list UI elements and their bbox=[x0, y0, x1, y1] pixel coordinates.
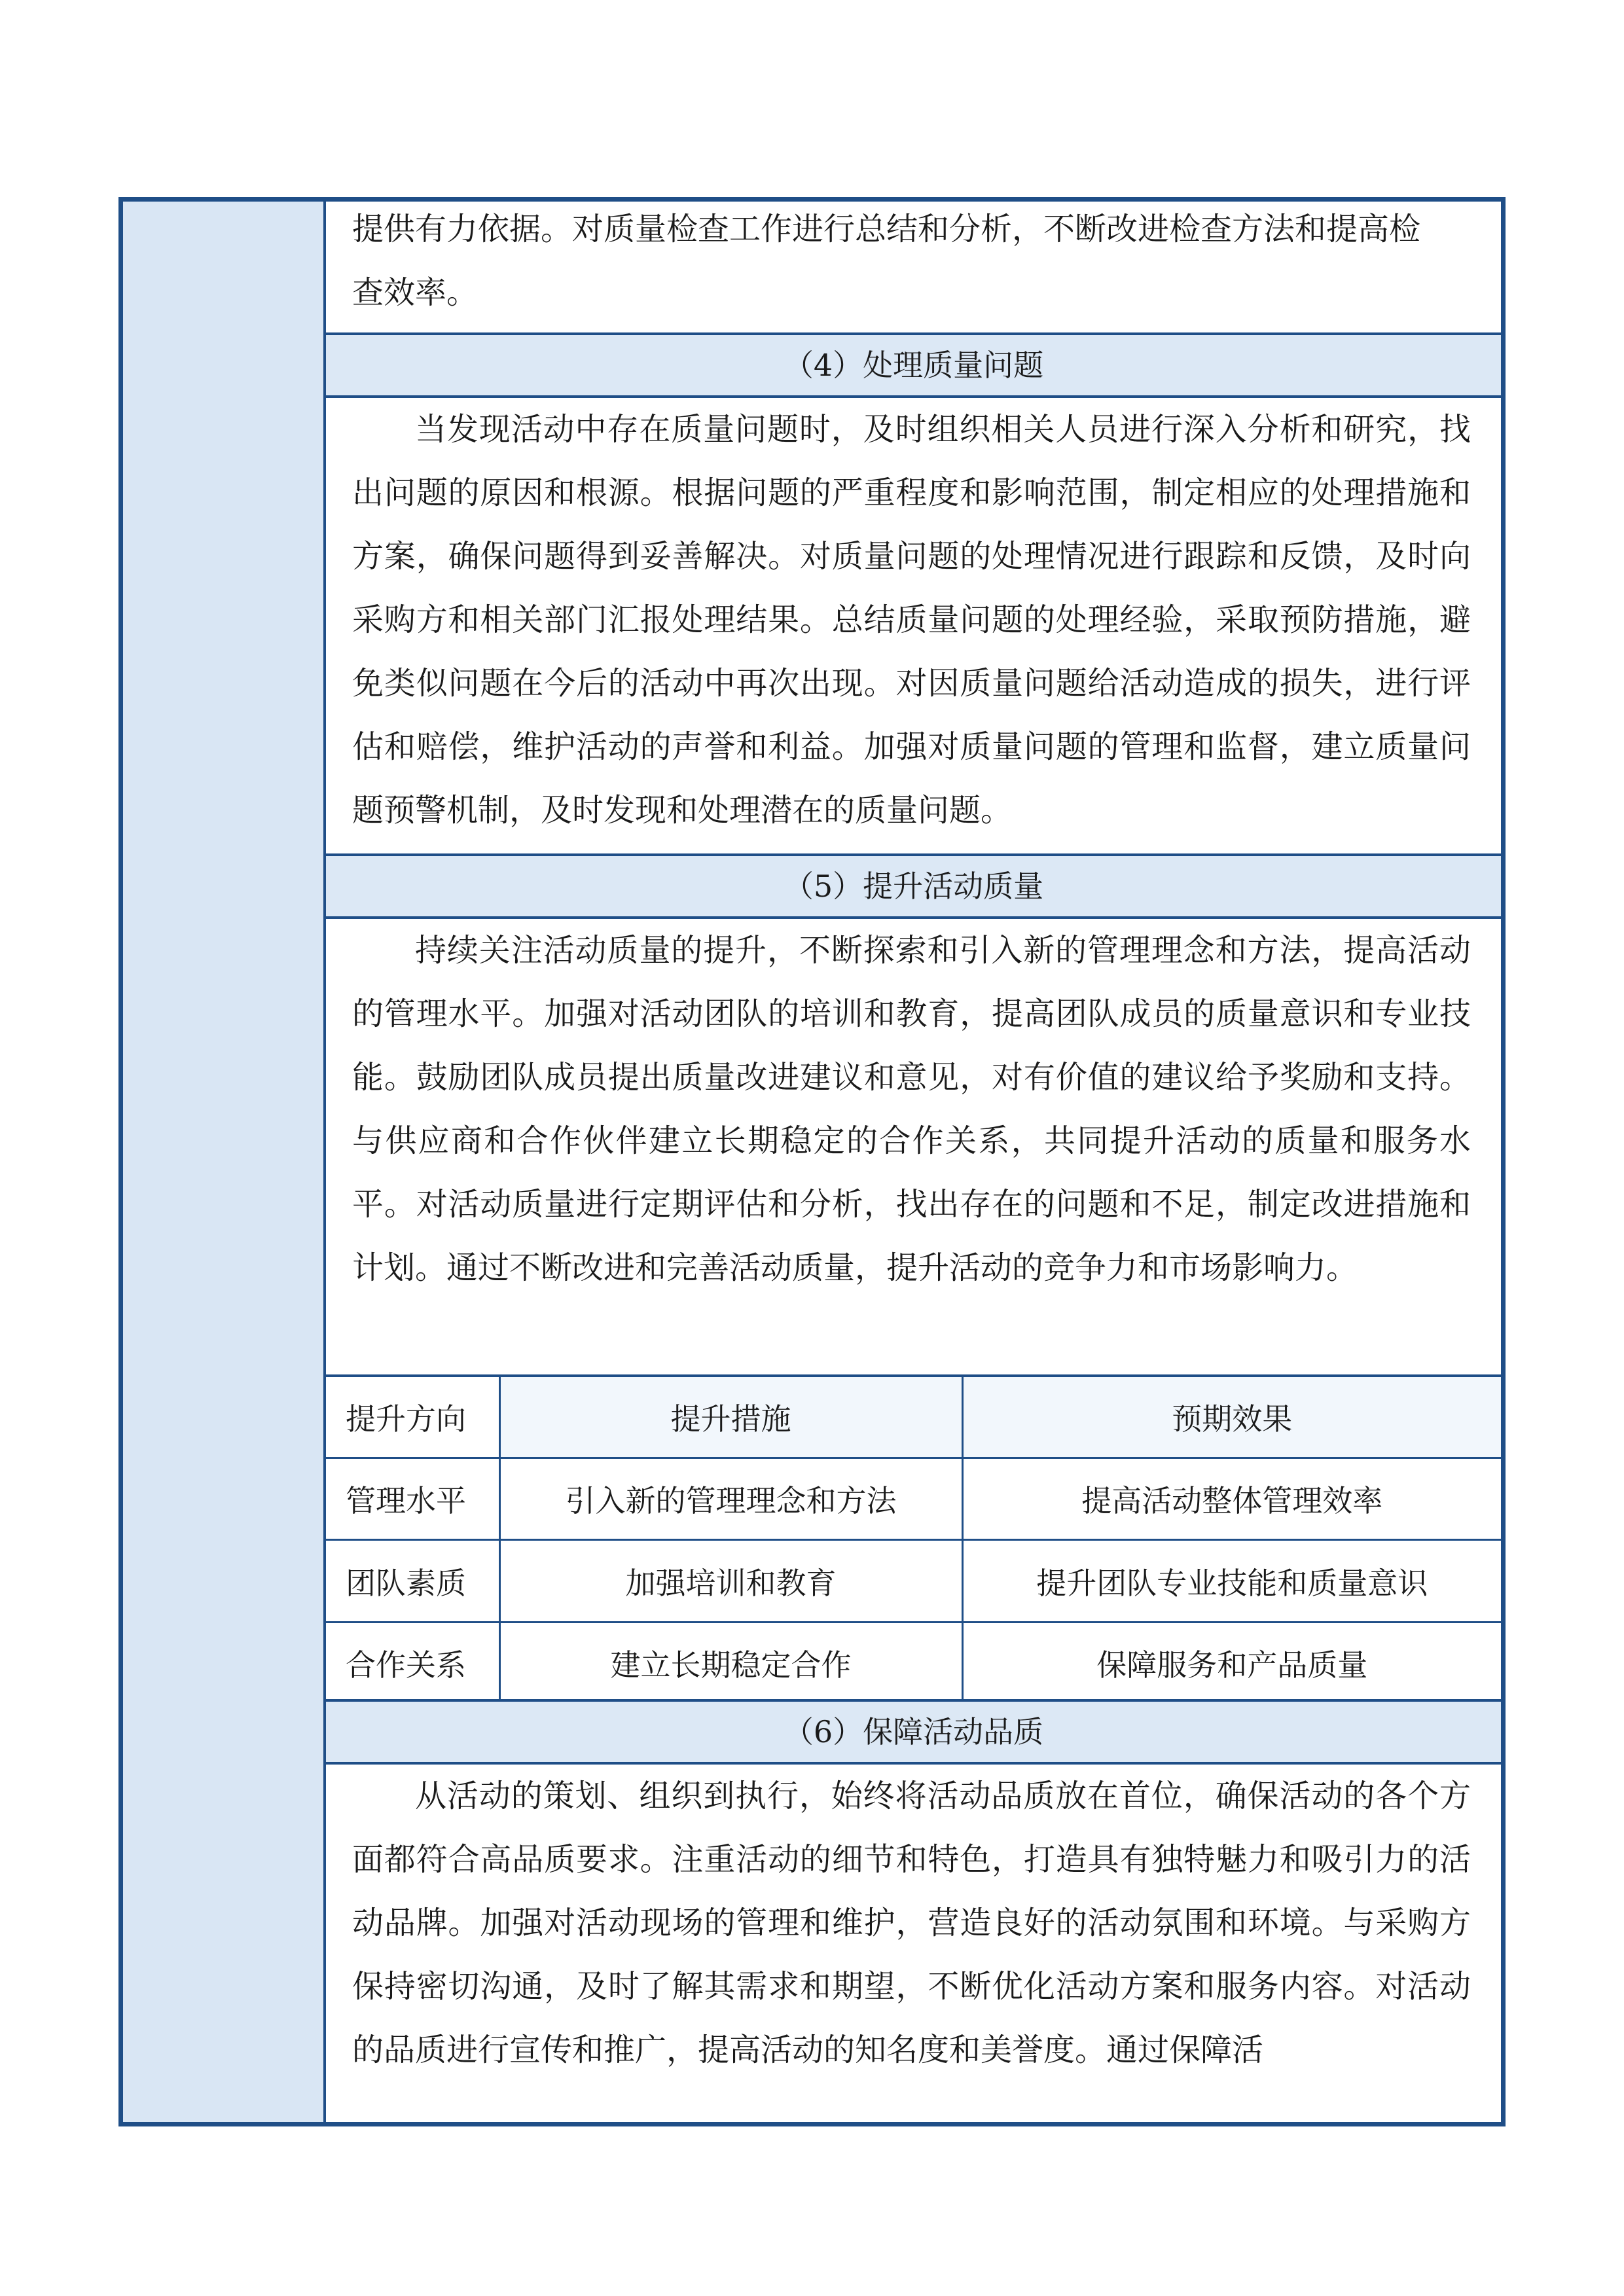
table-cell: 加强培训和教育 bbox=[499, 1540, 962, 1623]
left-label-column bbox=[123, 202, 326, 2122]
table-cell: 团队素质 bbox=[326, 1540, 499, 1623]
content-column bbox=[326, 202, 1501, 2122]
table-header-cell: 预期效果 bbox=[962, 1377, 1501, 1458]
table-cell: 管理水平 bbox=[326, 1458, 499, 1540]
table-cell: 建立长期稳定合作 bbox=[499, 1623, 962, 1703]
document-frame bbox=[118, 197, 1506, 2126]
section-5-paragraph bbox=[326, 919, 1501, 1300]
table-cell: 提升团队专业技能和质量意识 bbox=[962, 1540, 1501, 1623]
intro-line: 提供有力依据。对质量检查工作进行总结和分析，不断改进检查方法和提高检 bbox=[352, 211, 1421, 247]
section-heading-6: （6）保障活动品质 bbox=[326, 1699, 1501, 1765]
intro-paragraph bbox=[326, 198, 1501, 325]
table-cell: 提高活动整体管理效率 bbox=[962, 1458, 1501, 1540]
section-4-paragraph bbox=[326, 398, 1501, 842]
table-row bbox=[326, 1458, 1501, 1540]
table-row bbox=[326, 1623, 1501, 1703]
table-cell: 合作关系 bbox=[326, 1623, 499, 1703]
table-cell: 保障服务和产品质量 bbox=[1096, 1647, 1368, 1683]
intro-line: 查效率。 bbox=[352, 274, 478, 311]
section-6-paragraph bbox=[326, 1765, 1501, 2082]
section-heading-5: （5）提升活动质量 bbox=[326, 853, 1501, 919]
improvement-table bbox=[326, 1374, 1501, 1703]
table-cell: 引入新的管理理念和方法 bbox=[499, 1458, 962, 1540]
section-5-text: 持续关注活动质量的提升，不断探索和引入新的管理理念和方法，提高活动的管理水平。加强对活动团队的培训和教育，提高团队成员的质量意识和专业技能。鼓励团队成员提出质量改进建议和意见，对有价值的建议给予奖励和支持。与供应商和合作伙伴建立长期稳定的合作关系，共同提升活动的质量和服务水平。对活动质量进行定期评估和分析，找出存在的问题和不足，制定改进措施和计划。通过不断改进和完善活动质量，提升活动的竞争力和市场影响力。 bbox=[352, 932, 1471, 1286]
section-4-text: 当发现活动中存在质量问题时，及时组织相关人员进行深入分析和研究，找出问题的原因和根源。根据问题的严重程度和影响范围，制定相应的处理措施和方案，确保问题得到妥善解决。对质量问题的处理情况进行跟踪和反馈，及时向采购方和相关部门汇报处理结果。总结质量问题的处理经验，采取预防措施，避免类似问题在今后的活动中再次出现。对因质量问题给活动造成的损失，进行评估和赔偿，维护活动的声誉和利益。加强对质量问题的管理和监督，建立质量问题预警机制，及时发现和处理潜在的质量问题。 bbox=[352, 411, 1471, 829]
section-6-text: 从活动的策划、组织到执行，始终将活动品质放在首位，确保活动的各个方面都符合高品质要求。注重活动的细节和特色，打造具有独特魅力和吸引力的活动品牌。加强对活动现场的管理和维护，营造良好的活动氛围和环境。与采购方保持密切沟通，及时了解其需求和期望，不断优化活动方案和服务内容。对活动的品质进行宣传和推广，提高活动的知名度和美誉度。通过保障活 bbox=[352, 1778, 1471, 2068]
table-header-cell: 提升措施 bbox=[499, 1377, 962, 1458]
table-header-cell: 提升方向 bbox=[326, 1377, 499, 1458]
section-heading-4: （4）处理质量问题 bbox=[326, 332, 1501, 398]
table-row bbox=[326, 1540, 1501, 1623]
table-header-row bbox=[326, 1377, 1501, 1458]
